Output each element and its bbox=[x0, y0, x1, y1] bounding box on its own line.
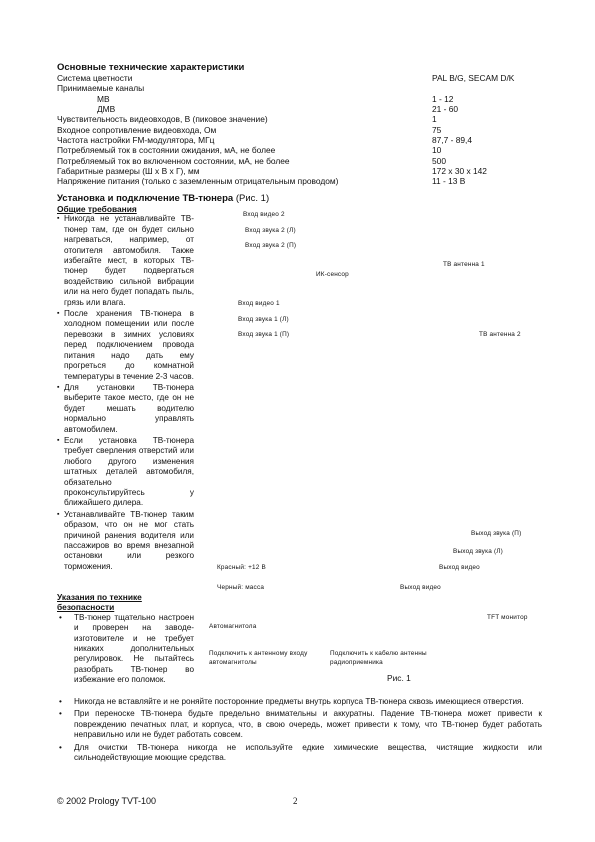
figure-label-audio-in-2r: Вход звука 2 (П) bbox=[245, 242, 297, 249]
figure-label-audio-out-l: Выход звука (Л) bbox=[453, 548, 503, 555]
spec-value: PAL B/G, SECAM D/K bbox=[432, 73, 515, 83]
figure-label-head-unit: Автомагнитола bbox=[209, 623, 257, 630]
spec-value: 1 - 12 bbox=[432, 94, 454, 104]
list-item: ▪ Устанавливайте ТВ-тюнер таким образом, что он не мог стать причиной ранения водителя или пассажиров во время внезапной остановки или резкого торможения. bbox=[57, 510, 194, 572]
figure-label-audio-in-2l: Вход звука 2 (Л) bbox=[245, 227, 296, 234]
spec-label: Напряжение питания (только с заземленным отрицательным проводом) bbox=[57, 176, 339, 186]
spec-label: Потребляемый ток во включенном состоянии, мА, не более bbox=[57, 156, 290, 166]
spec-label: Частота настройки FM-модулятора, МГц bbox=[57, 135, 215, 145]
page-number: 2 bbox=[293, 796, 298, 806]
spec-row bbox=[57, 94, 547, 104]
figure-label-audio-out-r: Выход звука (П) bbox=[471, 530, 522, 537]
spec-value: 75 bbox=[432, 125, 442, 135]
safety-first-list bbox=[57, 613, 194, 686]
spec-row bbox=[57, 145, 547, 155]
spec-row bbox=[57, 176, 547, 186]
spec-row bbox=[57, 156, 547, 166]
spec-row bbox=[57, 125, 547, 135]
footer-copyright: © 2002 Prology TVT-100 bbox=[57, 796, 157, 806]
spec-label: МВ bbox=[97, 94, 110, 104]
figure-label-connect-antenna: Подключить к антенному входу автомагнитолы bbox=[209, 650, 308, 666]
list-item: • ТВ-тюнер тщательно настроен и проверен на заводе-изготовителе и не требует никаких дополнительных регулировок. Не пытайтесь разобрать ТВ-тюнер во избежание его поломок. bbox=[57, 613, 194, 686]
figure-label-tv-antenna-2: ТВ антенна 2 bbox=[479, 331, 521, 338]
spec-row bbox=[57, 114, 547, 124]
spec-label: Потребляемый ток в состоянии ожидания, мА, не более bbox=[57, 145, 276, 155]
spec-value: 500 bbox=[432, 156, 446, 166]
figure-label-red-power: Красный: +12 В bbox=[217, 564, 266, 571]
figure-label-audio-in-1r: Вход звука 1 (П) bbox=[238, 331, 290, 338]
spec-value: 10 bbox=[432, 145, 442, 155]
figure-label-ir-sensor: ИК-сенсор bbox=[316, 271, 349, 278]
list-item: • При переноске ТВ-тюнера будьте предельно внимательны и аккуратны. Падение ТВ-тюнера может привести к повреждению печатных плат, и корпуса, что, в свою очередь, может привести к тому, что ТВ-тюнер будет работать неправильно или не будет работать совсем. bbox=[57, 709, 542, 740]
figure-label-video-out-2: Выход видео bbox=[400, 584, 441, 591]
spec-value: 21 - 60 bbox=[432, 104, 459, 114]
list-item: • Для очистки ТВ-тюнера никогда не используйте едкие химические вещества, чистящие жидкости или сильнодействующие моющие средства. bbox=[57, 743, 542, 764]
list-item: ▪ После хранения ТВ-тюнера в холодном помещении или после перевозки в зимних условиях перед подключением провода питания надо дать ему прогреться до комнатной температуры в течение 2-3 часов. bbox=[57, 309, 194, 382]
install-title bbox=[57, 193, 269, 204]
figure-label-tv-antenna-1: ТВ антенна 1 bbox=[443, 261, 485, 268]
figure-label-video-in-2: Вход видео 2 bbox=[243, 211, 285, 218]
list-item: ▪ Никогда не устанавливайте ТВ-тюнер там, где он будет сильно нагреваться, например, от отопителя автомобиля. Также избегайте мест, в которых ТВ-тюнер будет подвергаться воздействию сильной вибрации или на него будет попадать пыль, грязь или влага. bbox=[57, 214, 194, 308]
list-item: ▪ Для установки ТВ-тюнера выберите такое место, где он не будет мешать водителю нормально управлять автомобилем. bbox=[57, 383, 194, 435]
spec-label: ДМВ bbox=[97, 104, 116, 114]
list-item: ▪ Если установка ТВ-тюнера требует сверления отверстий или любого другого изменения штатных деталей автомобиля, обязательно проконсультируйтесь у ближайшего дилера. bbox=[57, 436, 194, 509]
spec-row bbox=[57, 73, 547, 83]
figure-label-video-out-1: Выход видео bbox=[439, 564, 480, 571]
spec-value: 1 bbox=[432, 114, 437, 124]
spec-row bbox=[57, 166, 547, 176]
spec-row bbox=[57, 135, 547, 145]
spec-row bbox=[57, 83, 547, 93]
spec-label: Входное сопротивление видеовхода, Ом bbox=[57, 125, 217, 135]
spec-row bbox=[57, 104, 547, 114]
figure-label-connect-radio: Подключить к кабелю антенны радиоприемника bbox=[330, 650, 427, 666]
figure-caption: Рис. 1 bbox=[387, 673, 411, 683]
spec-value: 87,7 - 89,4 bbox=[432, 135, 473, 145]
general-requirements-list bbox=[57, 214, 194, 572]
spec-label: Габаритные размеры (Ш х В х Г), мм bbox=[57, 166, 200, 176]
general-requirements-title: Общие требования bbox=[57, 204, 137, 214]
install-title-figref: (Рис. 1) bbox=[235, 193, 270, 204]
spec-value: 172 х 30 х 142 bbox=[432, 166, 487, 176]
spec-label: Система цветности bbox=[57, 73, 133, 83]
safety-title: Указания по технике безопасности bbox=[57, 592, 142, 613]
spec-value: 11 - 13 В bbox=[432, 176, 466, 186]
spec-label: Принимаемые каналы bbox=[57, 83, 145, 93]
specs-title: Основные технические характеристики bbox=[57, 62, 245, 73]
figure-label-tft-monitor: TFT монитор bbox=[487, 614, 528, 621]
list-item: • Никогда не вставляйте и не роняйте посторонние предметы внутрь корпуса ТВ-тюнера сквозь имеющиеся отверстия. bbox=[57, 697, 542, 707]
install-title-text: Установка и подключение ТВ-тюнера bbox=[57, 193, 234, 204]
safety-section bbox=[57, 592, 194, 686]
figure-label-audio-in-1l: Вход звука 1 (Л) bbox=[238, 316, 289, 323]
spec-label: Чувствительность видеовходов, В (пиковое значение) bbox=[57, 114, 268, 124]
figure-label-black-ground: Черный: масса bbox=[217, 584, 265, 591]
general-requirements bbox=[57, 204, 194, 573]
safety-list bbox=[57, 697, 542, 765]
figure-label-video-in-1: Вход видео 1 bbox=[238, 300, 280, 307]
